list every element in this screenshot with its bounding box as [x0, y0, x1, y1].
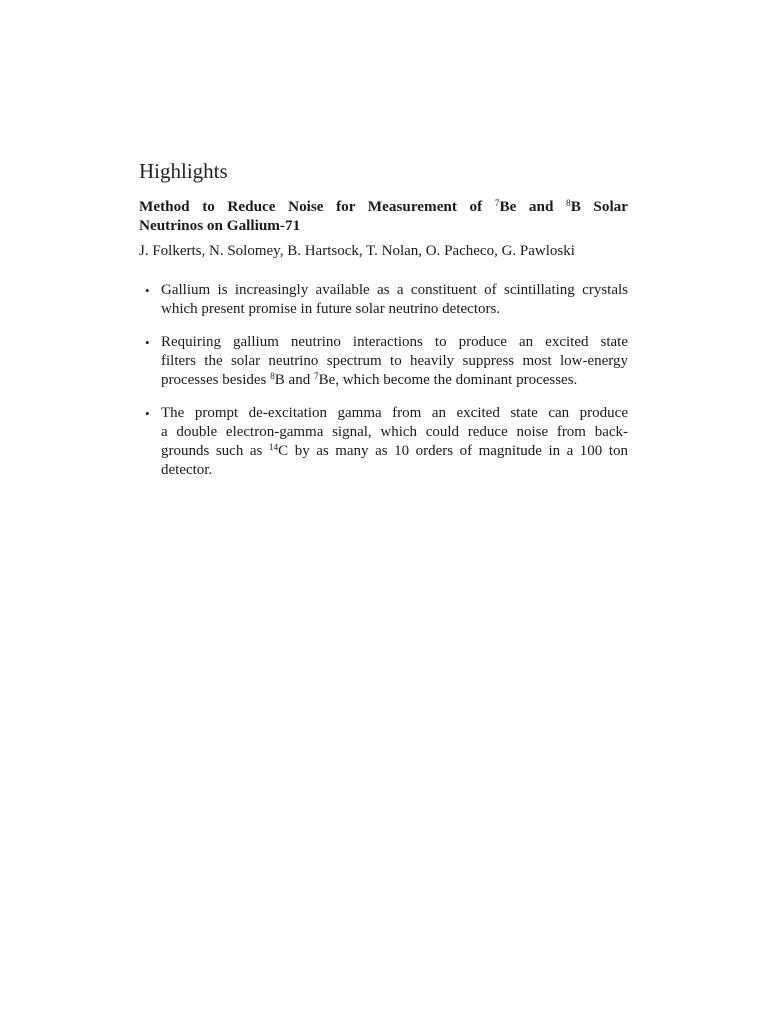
highlight-line: which present promise in future solar neutrino detectors.: [161, 301, 501, 317]
paper-title: [139, 197, 628, 235]
section-heading: Highlights: [139, 159, 228, 183]
highlight-item: [145, 333, 628, 390]
isotope-mass-number: 7: [313, 371, 319, 382]
isotope-mass-number: 7: [494, 198, 500, 209]
bullet-icon: •: [145, 335, 150, 350]
paper-title-line-2: Neutrinos on Gallium-71: [139, 217, 301, 234]
isotope-mass-number: 8: [270, 371, 275, 382]
highlight-item: [145, 281, 628, 319]
bullet-icon: •: [145, 283, 150, 298]
highlight-line: detector.: [161, 462, 213, 478]
paper-title-line-1: Method to Reduce Noise for Measurement of $^7$Be and $^8$B Solar: [139, 198, 629, 215]
highlight-line: The prompt de-excitation gamma from an excited state can produce: [161, 405, 628, 421]
author-list: J. Folkerts, N. Solomey, B. Hartsock, T. Nolan, O. Pacheco, G. Pawloski: [139, 243, 575, 259]
isotope-mass-number: 8: [566, 198, 571, 209]
bullet-icon: •: [145, 406, 150, 421]
highlight-line: filters the solar neutrino spectrum to heavily suppress most low-energy: [161, 353, 628, 369]
highlight-line: a double electron-gamma signal, which could reduce noise from back-: [161, 424, 628, 440]
isotope-mass-number: 14: [268, 442, 279, 453]
highlights-list: [145, 281, 628, 494]
highlight-line: Requiring gallium neutrino interactions to produce an excited state: [161, 334, 628, 350]
highlight-item: [145, 404, 628, 480]
highlight-line: processes besides $^8$B and $^7$Be, which become the dominant processes.: [161, 371, 578, 388]
highlight-line: grounds such as $^{14}$C by as many as 10 orders of magnitude in a 100 ton: [161, 442, 628, 459]
highlight-line: Gallium is increasingly available as a constituent of scintillating crystals: [161, 282, 628, 298]
